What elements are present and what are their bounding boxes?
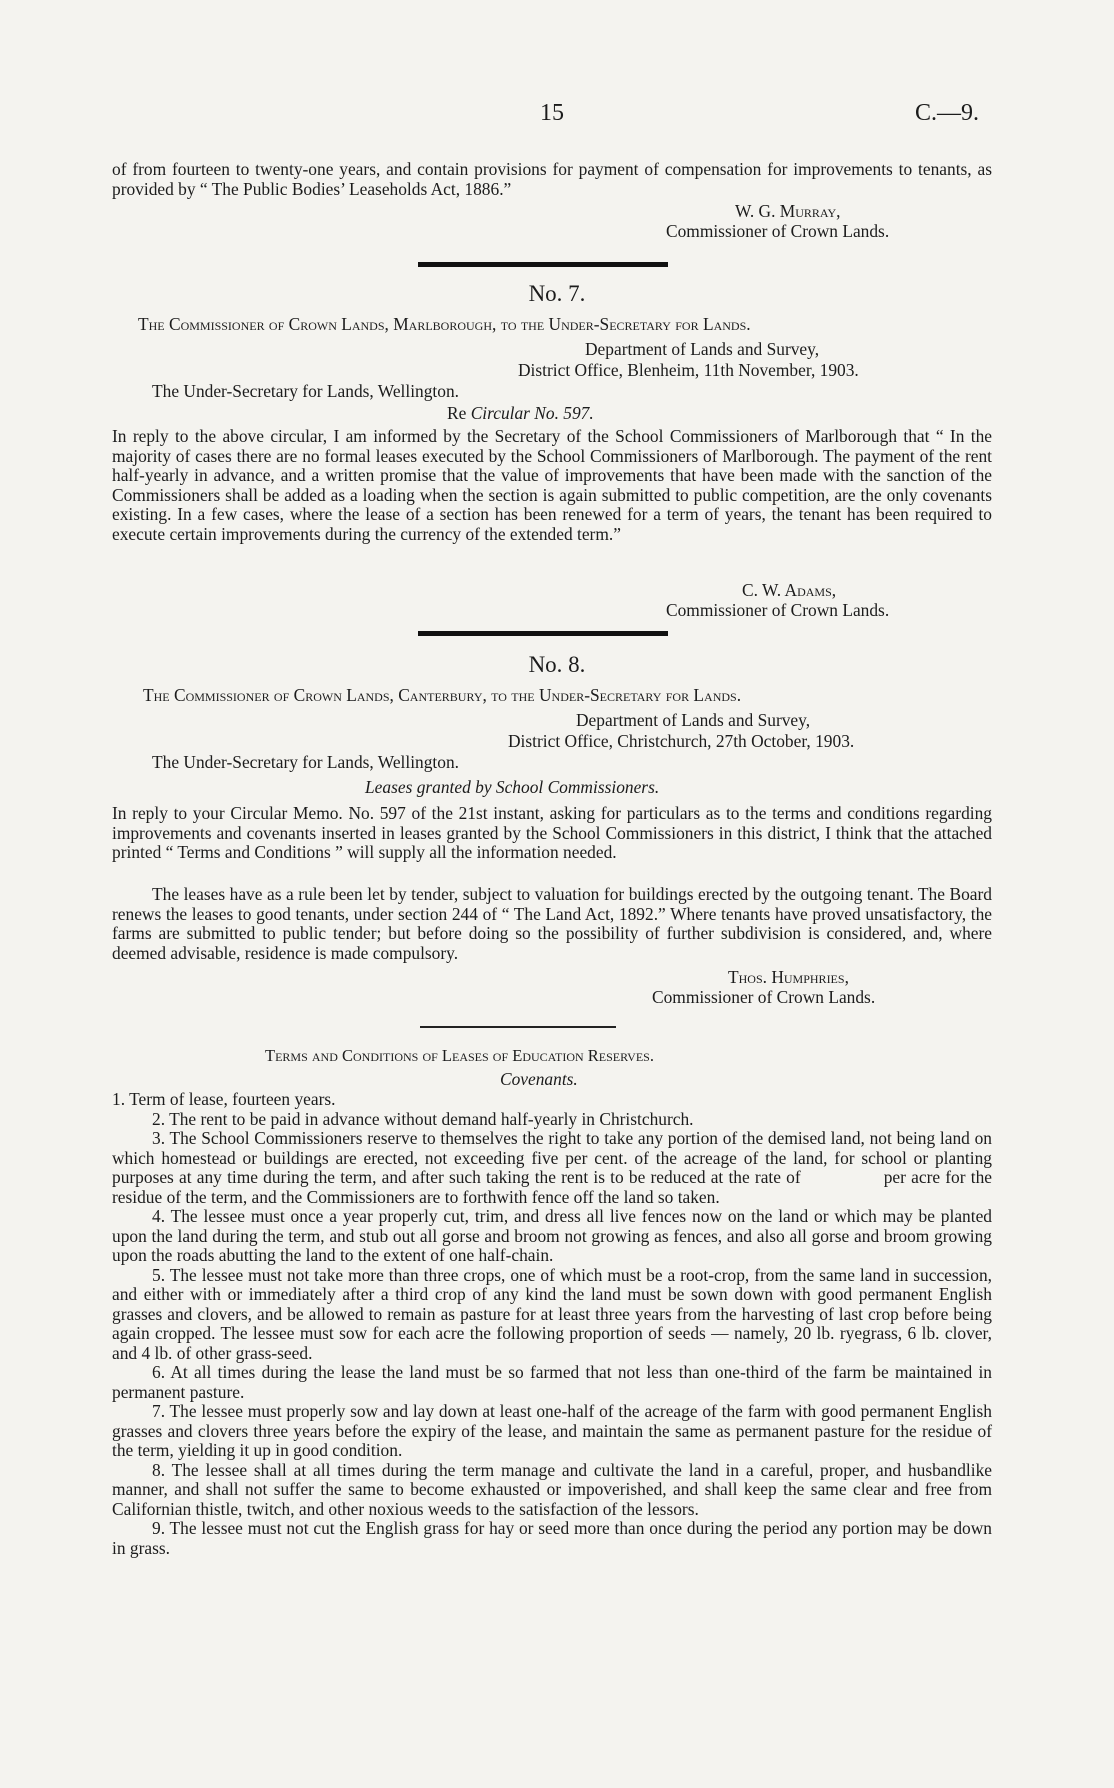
terms-item: 6. At all times during the lease the land must be so farmed that not less than one-third of the farm be maintained in permanent pasture. <box>112 1362 992 1402</box>
no7-heading: No. 7. <box>528 281 586 306</box>
terms-title: Terms and Conditions of Leases of Education Reserves. <box>265 1046 654 1065</box>
terms-subtitle: Covenants. <box>500 1069 578 1089</box>
terms-divider <box>420 1026 616 1028</box>
no7-addressee: The Under-Secretary for Lands, Wellington. <box>152 381 459 401</box>
no7-office: District Office, Blenheim, 11th November, 1903. <box>518 360 859 380</box>
terms-item: 5. The lessee must not take more than three crops, one of which must be a root-crop, from the same land in succession, and either with or immediately after a third crop of any kind the land must be sown down with good permanent English grasses and clovers, and be allowed to remain as pasture for at least three years from the harvesting of last crop before being again cropped. The lessee must sow for each acre the following proportion of seeds — namely, 20 lb. ryegrass, 6 lb. clover, and 4 lb. of other grass-seed. <box>112 1264 992 1363</box>
intro-signer-title: Commissioner of Crown Lands. <box>666 221 890 241</box>
no8-paragraph-2: The leases have as a rule been let by tender, subject to valuation for buildings erected by the outgoing tenant. The Board renews the leases to good tenants, under section 244 of “ The Land Act, 1892.” Where tenants have proved unsatisfactory, the farms are submitted to public tender; but before doing so the possibility of further subdivision is considered, and, where deemed advisable, residence is made compulsory. <box>112 884 992 963</box>
no8-heading: No. 8. <box>528 652 586 677</box>
no7-re-prefix: Re <box>447 403 467 423</box>
intro-signer: W. G. Murray, <box>735 201 841 221</box>
terms-item: 8. The lessee shall at all times during the term manage and cultivate the land in a careful, proper, and husbandlike manner, and shall not suffer the same to become exhausted or impoverished, and shall keep the same clear and free from Californian thistle, twitch, and other noxious weeds to the satisfaction of the lessors. <box>112 1459 992 1519</box>
no8-signer: Thos. Humphries, <box>728 967 849 987</box>
terms-item: 1. Term of lease, fourteen years. <box>112 1089 336 1109</box>
no8-signer-title: Commissioner of Crown Lands. <box>652 987 876 1007</box>
no7-department: Department of Lands and Survey, <box>585 339 820 359</box>
terms-item: 9. The lessee must not cut the English grass for hay or seed more than once during the period any portion may be down in grass. <box>112 1518 992 1558</box>
section-divider <box>418 262 668 267</box>
no8-addressee: The Under-Secretary for Lands, Wellington. <box>152 752 459 772</box>
terms-item: 4. The lessee must once a year properly cut, trim, and dress all live fences now on the land or which may be planted upon the land during the term, and stub out all gorse and broom not growing as fences, and also all gorse and broom growing upon the roads abutting the land to the extent of one half-chain. <box>112 1206 992 1265</box>
no8-office: District Office, Christchurch, 27th October, 1903. <box>508 731 855 751</box>
terms-item: 7. The lessee must properly sow and lay down at least one-half of the acreage of the farm with good permanent English grasses and clovers three years before the expiry of the lease, and maintain the same as permanent pasture for the residue of the term, yielding it up in good condition. <box>112 1401 992 1460</box>
no7-from-to: The Commissioner of Crown Lands, Marlborough, to the Under-Secretary for Lands. <box>138 314 751 334</box>
no8-department: Department of Lands and Survey, <box>576 710 811 730</box>
no8-paragraph-1: In reply to your Circular Memo. No. 597 of the 21st instant, asking for particulars as to the terms and conditions regarding improvements and covenants inserted in leases granted by the School Commissioners in this district, I think that the attached printed “ Terms and Conditions ” will supply all the information needed. <box>112 803 992 862</box>
no7-re-subject: Circular No. 597. <box>470 403 594 423</box>
terms-list <box>112 1089 997 1558</box>
no7-re-line <box>447 403 594 424</box>
page-number: 15 <box>540 100 564 126</box>
terms-item: 2. The rent to be paid in advance without demand half-yearly in Christchurch. <box>152 1108 694 1129</box>
section-divider <box>418 631 668 636</box>
no7-body: In reply to the above circular, I am informed by the Secretary of the School Commissioners of Marlborough that “ In the majority of cases there are no formal leases executed by the School Commissioners of Marlborough. The payment of the rent half-yearly in advance, and a written promise that the value of improvements that have been made with the sanction of the Commissioners shall be added as a loading when the section is again submitted to public competition, are the only covenants existing. In a few cases, where the lease of a section has been renewed for a term of years, the tenant has been required to execute certain improvements during the currency of the extended term.” <box>112 426 992 544</box>
terms-item: 3. The School Commissioners reserve to themselves the right to take any portion of the demised land, not being land on which homestead or buildings are erected, not exceeding five per cent. of the acreage of the land, for school or planting purposes at any time during the term, and after such taking the rent is to be reduced at the rate of per acre for the residue of the term, and the Commissioners are to forthwith fence off the land so taken. <box>112 1128 997 1207</box>
document-reference: C.—9. <box>915 100 980 126</box>
no8-from-to: The Commissioner of Crown Lands, Canterbury, to the Under-Secretary for Lands. <box>143 685 742 705</box>
no7-signer: C. W. Adams, <box>742 580 837 600</box>
no8-subject: Leases granted by School Commissioners. <box>365 777 660 797</box>
no7-signer-title: Commissioner of Crown Lands. <box>666 600 890 620</box>
intro-paragraph: of from fourteen to twenty-one years, and contain provisions for payment of compensation for improvements to tenants, as provided by “ The Public Bodies’ Leaseholds Act, 1886.” <box>112 159 992 199</box>
